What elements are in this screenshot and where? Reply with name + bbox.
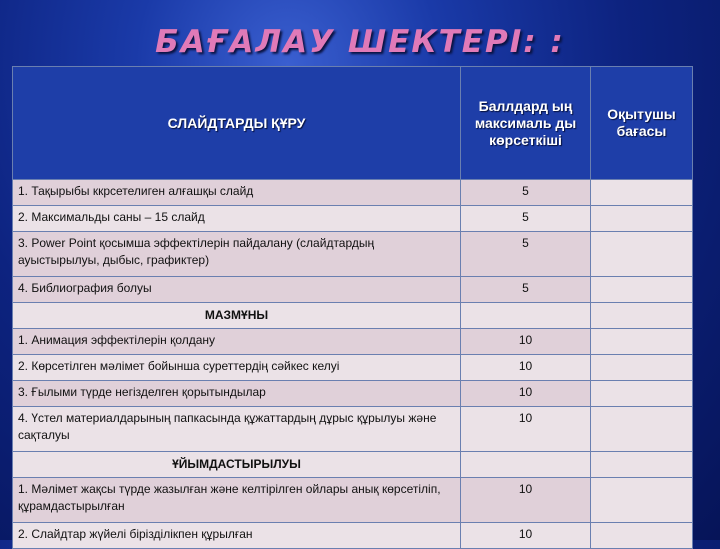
criterion-text: 2. Максимальды саны – 15 слайд	[13, 206, 461, 232]
max-score: 10	[461, 355, 591, 381]
teacher-score-cell[interactable]	[591, 478, 693, 523]
max-score: 10	[461, 381, 591, 407]
max-score: 10	[461, 407, 591, 452]
section-title: ҰЙЫМДАСТЫРЫЛУЫ	[13, 452, 461, 478]
header-criteria: СЛАЙДТАРДЫ ҚҰРУ	[13, 67, 461, 180]
section-row	[13, 452, 693, 478]
max-score: 5	[461, 232, 591, 277]
empty-cell	[461, 452, 591, 478]
grading-table	[12, 66, 693, 549]
empty-cell	[591, 303, 693, 329]
criterion-text: 3. Ғылыми түрде негізделген қорытындылар	[13, 381, 461, 407]
teacher-score-cell[interactable]	[591, 232, 693, 277]
teacher-score-cell[interactable]	[591, 206, 693, 232]
criterion-text: 1. Мәлімет жақсы түрде жазылған және келтірілген ойлары анық көрсетіліп, құрамдастырылған	[13, 478, 461, 523]
criterion-text: 2. Слайдтар жүйелі бірізділікпен құрылған	[13, 523, 461, 549]
teacher-score-cell[interactable]	[591, 329, 693, 355]
header-max-score: Баллдард ың максималь ды көрсеткіші	[461, 67, 591, 180]
max-score: 5	[461, 206, 591, 232]
max-score: 10	[461, 523, 591, 549]
empty-cell	[461, 303, 591, 329]
header-teacher-score: Оқытушы бағасы	[591, 67, 693, 180]
max-score: 10	[461, 478, 591, 523]
page-title: БАҒАЛАУ ШЕКТЕРІ: :	[155, 24, 565, 60]
criterion-text: 1. Анимация эффектілерін қолдану	[13, 329, 461, 355]
criterion-text: 2. Көрсетілген мәлімет бойынша суреттердің сәйкес келуі	[13, 355, 461, 381]
teacher-score-cell[interactable]	[591, 277, 693, 303]
table-row	[13, 355, 693, 381]
table-row	[13, 329, 693, 355]
empty-cell	[591, 452, 693, 478]
table-header	[13, 67, 693, 180]
teacher-score-cell[interactable]	[591, 407, 693, 452]
max-score: 10	[461, 329, 591, 355]
criterion-text: 1. Тақырыбы ккрсетелиген алғашқы слайд	[13, 180, 461, 206]
max-score: 5	[461, 180, 591, 206]
criterion-text: 4. Үстел материалдарының папкасында құжаттардың дұрыс құрылуы және сақталуы	[13, 407, 461, 452]
table-row	[13, 523, 693, 549]
table-row	[13, 232, 693, 277]
criterion-text: 3. Power Point қосымша эффектілерін пайдалану (слайдтардың ауыстырылуы, дыбыс, графиктер)	[13, 232, 461, 277]
teacher-score-cell[interactable]	[591, 381, 693, 407]
table-row	[13, 206, 693, 232]
table-row	[13, 180, 693, 206]
criterion-text: 4. Библиография болуы	[13, 277, 461, 303]
max-score: 5	[461, 277, 591, 303]
teacher-score-cell[interactable]	[591, 523, 693, 549]
table-row	[13, 277, 693, 303]
section-row	[13, 303, 693, 329]
table-row	[13, 381, 693, 407]
section-title: МАЗМҰНЫ	[13, 303, 461, 329]
teacher-score-cell[interactable]	[591, 355, 693, 381]
table-row	[13, 407, 693, 452]
table-row	[13, 478, 693, 523]
teacher-score-cell[interactable]	[591, 180, 693, 206]
